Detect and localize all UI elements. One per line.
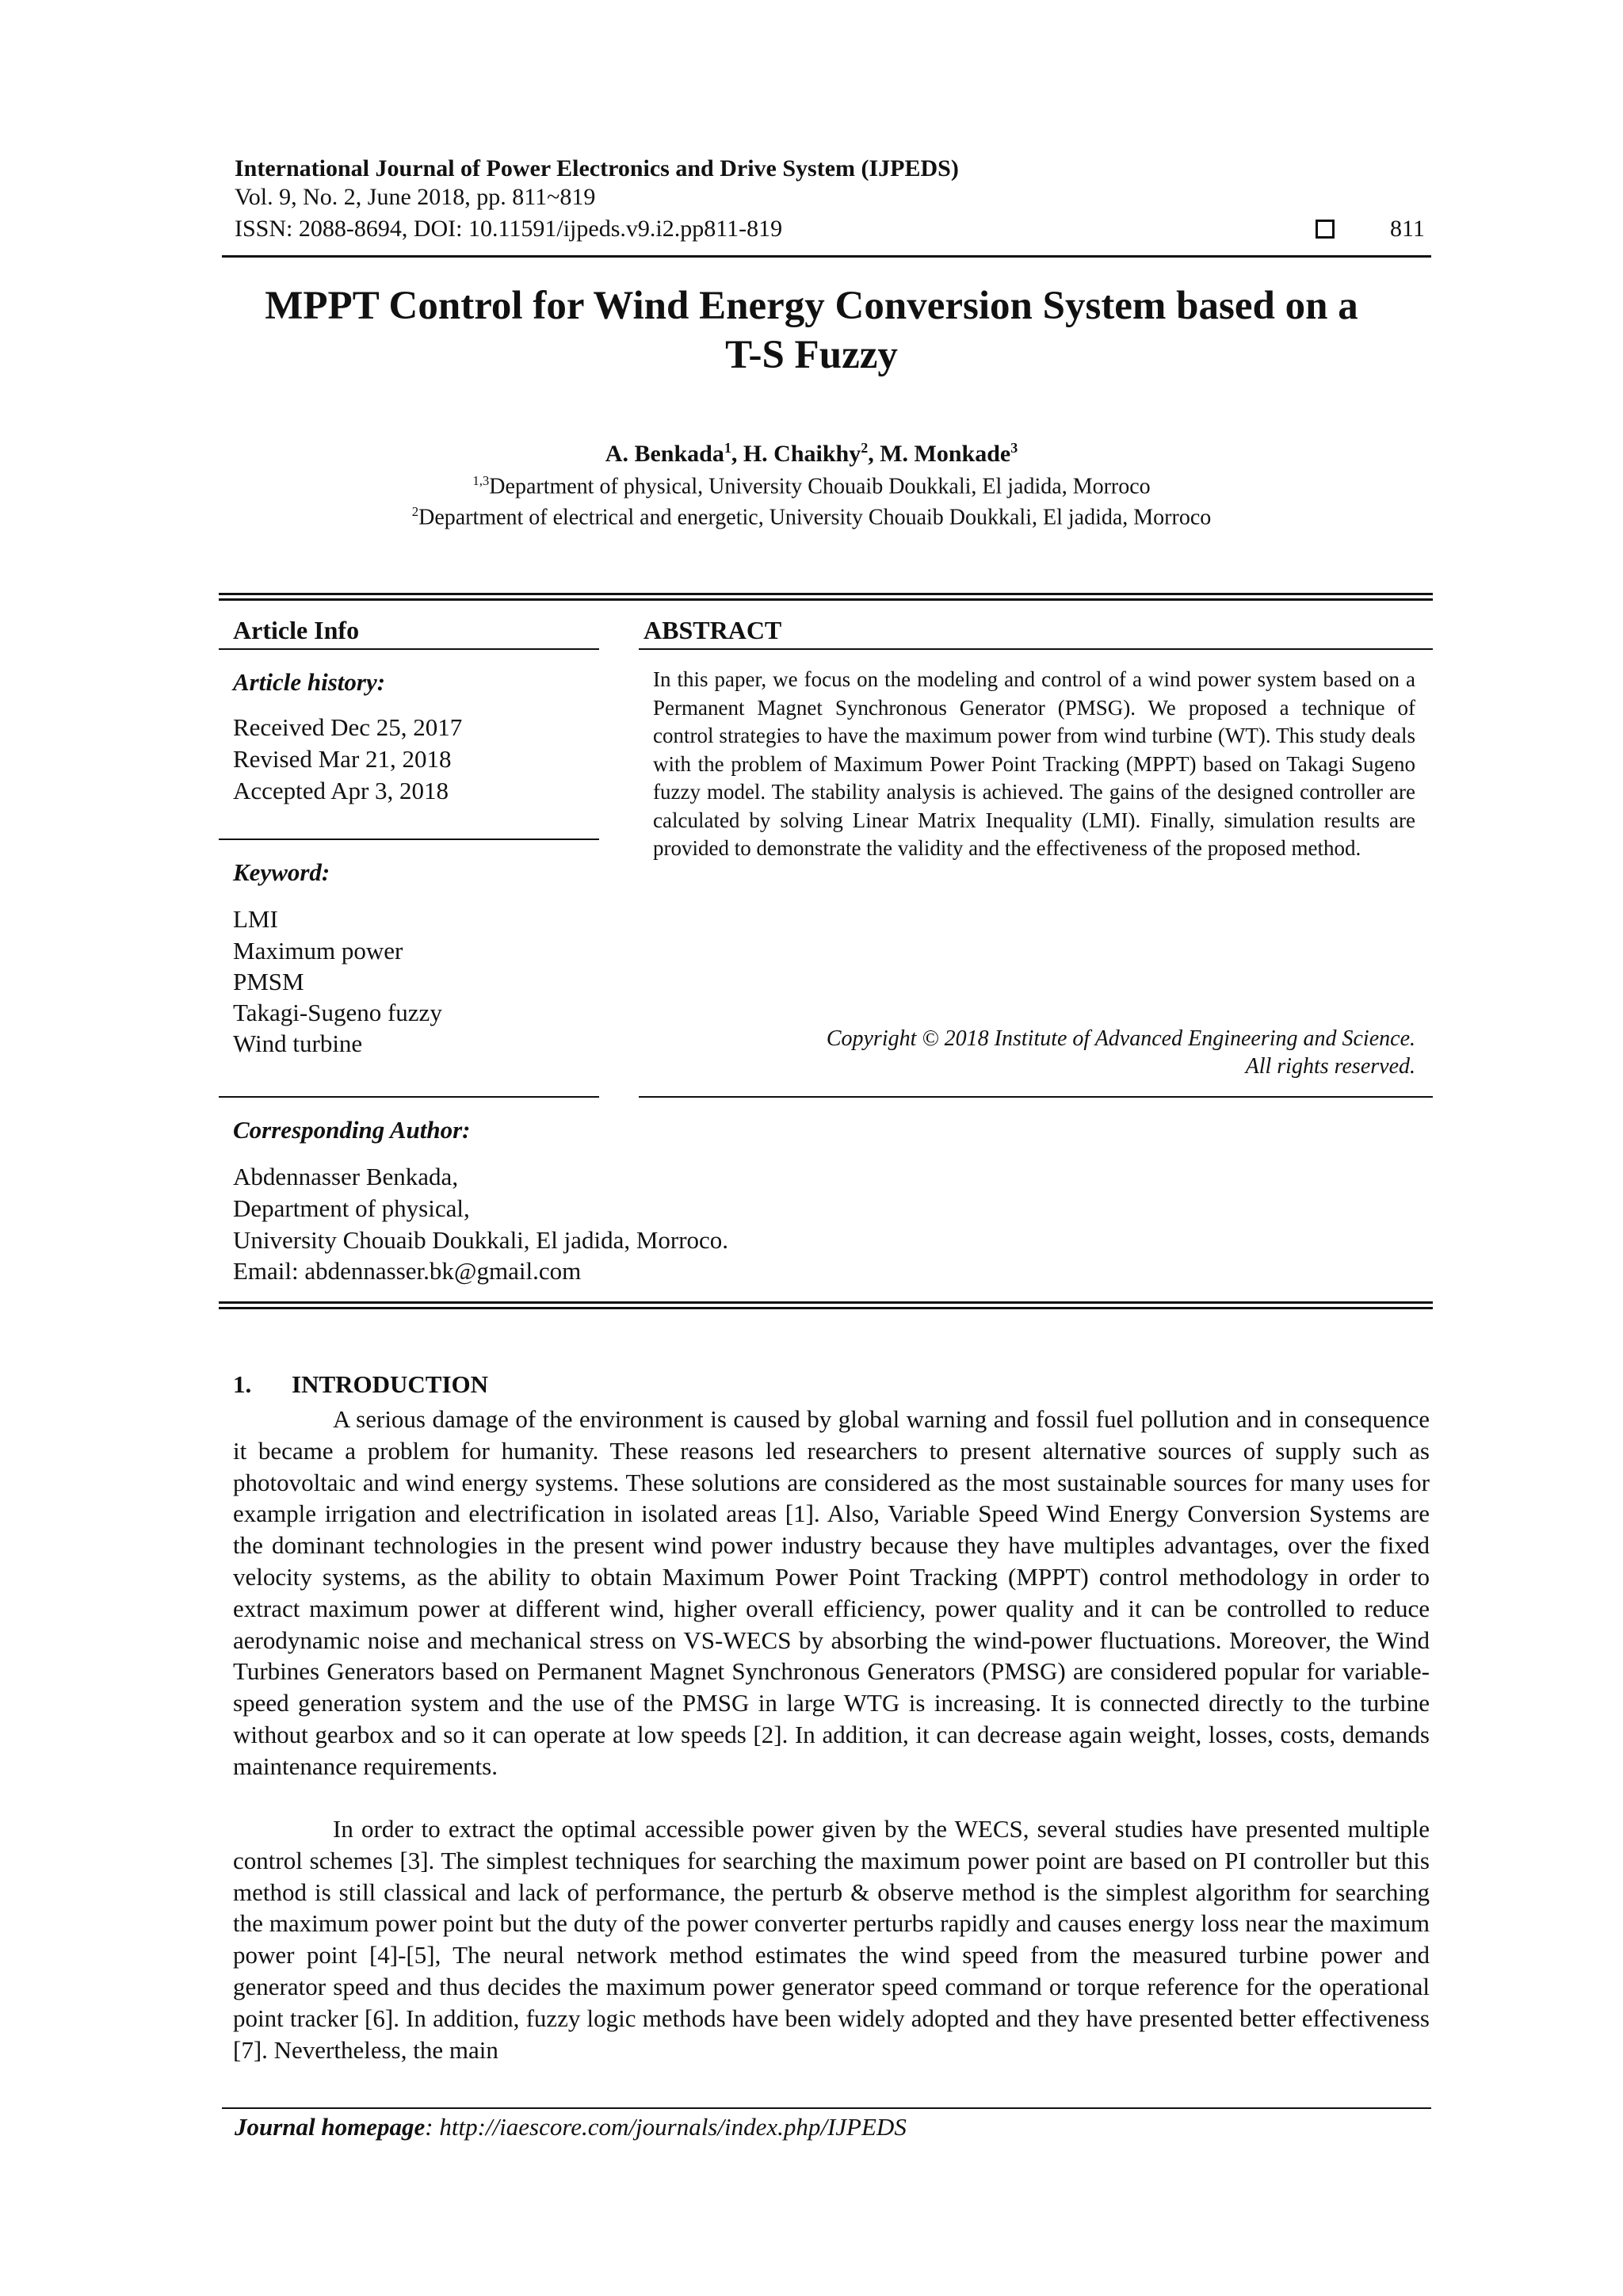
author-name: A. Benkada [605, 441, 724, 467]
author-sup: 2 [861, 440, 869, 456]
affiliation-text: Department of electrical and energetic, University Chouaib Doukkali, El jadida, Morroco [418, 505, 1212, 530]
column-rule [219, 1096, 599, 1098]
title-line-2: T-S Fuzzy [725, 333, 898, 377]
section-number: 1. [233, 1370, 252, 1398]
corresponding-line: University Chouaib Doukkali, El jadida, Morroco. [233, 1226, 729, 1254]
author-list: A. Benkada$^1$, H. Chaikhy$^2$, M. Monkade$^3$ [605, 440, 1018, 467]
article-info-heading: Article Info [233, 616, 360, 644]
page-number: 811 [1390, 216, 1425, 242]
column-rule [639, 648, 1433, 650]
keyword-item: Wind turbine [233, 1030, 363, 1057]
box-top-rule [219, 593, 1433, 595]
abstract-heading: ABSTRACT [643, 616, 782, 644]
keyword-heading: Keyword: [233, 858, 330, 886]
author-sup: 1 [724, 440, 731, 456]
journal-name: International Journal of Power Electronics and Drive System (IJPEDS) [235, 155, 959, 181]
body-paragraph: In order to extract the optimal accessible power given by the WECS, several studies have presented multiple control schemes [3]. The simplest techniques for searching the maximum power point are based on PI controller but this method is still classical and lack of performance, the perturb & observe method is the simplest algorithm for searching the maximum power point but the duty of the power converter perturbs rapidly and causes energy loss near the maximum power point [4]-[5], The neural network method estimates the wind speed from the measured turbine power and generator speed and thus decides the maximum power generator speed command or torque reference for the operational point tracker [6]. In addition, fuzzy logic methods have been widely adopted and they have presented better effectiveness [7]. Nevertheless, the main [233, 1815, 1430, 2064]
keyword-item: Takagi-Sugeno fuzzy [233, 999, 442, 1026]
volume-line: Vol. 9, No. 2, June 2018, pp. 811~819 [235, 184, 596, 210]
column-rule [219, 839, 599, 840]
keyword-item: PMSM [233, 968, 304, 995]
footer-url[interactable]: http://iaescore.com/journals/index.php/IJPEDS [439, 2113, 907, 2141]
affiliation [0, 504, 1623, 530]
footer-label: Journal homepage [235, 2113, 426, 2141]
keyword-item: Maximum power [233, 937, 403, 965]
copyright-notice [653, 1025, 1415, 1080]
history-item: Revised Mar 21, 2018 [233, 745, 452, 773]
article-history-heading: Article history: [233, 668, 386, 696]
corresponding-author-heading: Corresponding Author: [233, 1116, 471, 1144]
header-rule [222, 255, 1431, 258]
column-rule [639, 1096, 1433, 1098]
keyword-item: LMI [233, 905, 278, 933]
box-bottom-rule [219, 1307, 1433, 1309]
box-top-rule [219, 598, 1433, 601]
corresponding-line: Department of physical, [233, 1194, 470, 1222]
corresponding-line: Abdennasser Benkada, [233, 1163, 459, 1190]
author-sup: 3 [1010, 440, 1018, 456]
affiliation-sup: 1,3 [472, 473, 490, 488]
footer-rule [222, 2107, 1431, 2109]
corresponding-email: Email: abdennasser.bk@gmail.com [233, 1257, 582, 1285]
abstract-text: In this paper, we focus on the modeling and control of a wind power system based on a Permanent Magnet Synchronous Generator (PMSG). We proposed a technique of control strategies to have the maximum power from wind turbine (WT). This study deals with the problem of Maximum Power Point Tracking (MPPT) based on Takagi Sugeno fuzzy model. The stability analysis is achieved. The gains of the designed controller are calculated by solving Linear Matrix Inequality (LMI). Finally, simulation results are provided to demonstrate the validity and the effectiveness of the proposed method. [653, 667, 1415, 860]
journal-homepage: Journal homepage: http://iaescore.com/journals/index.php/IJPEDS [235, 2113, 907, 2141]
section-title: INTRODUCTION [292, 1370, 489, 1398]
box-bottom-rule [219, 1301, 1433, 1304]
affiliation-text: Department of physical, University Chouaib Doukkali, El jadida, Morroco [489, 474, 1151, 499]
box-square-icon [1316, 220, 1335, 239]
history-item: Accepted Apr 3, 2018 [233, 777, 449, 804]
history-item: Received Dec 25, 2017 [233, 713, 463, 741]
affiliation-sup: 2 [411, 504, 419, 519]
body-paragraph: A serious damage of the environment is caused by global warning and fossil fuel pollution and in consequence it became a problem for humanity. These reasons led researchers to present alternative sources of supply such as photovoltaic and wind energy systems. These solutions are considered as the most sustainable sources for many uses for example irrigation and electrification in isolated areas [1]. Also, Variable Speed Wind Energy Conversion Systems are the dominant technologies in the present wind power industry because they have multiples advantages, over the fixed velocity systems, as the ability to obtain Maximum Power Point Tracking (MPPT) control methodology in order to extract maximum power at different wind, higher overall efficiency, power quality and it can be controlled to reduce aerodynamic noise and mechanical stress on VS-WECS by absorbing the wind-power fluctuations. Moreover, the Wind Turbines Generators based on Permanent Magnet Synchronous Generators (PMSG) are considered popular for variable-speed generation system and the use of the PMSG in large WTG is increasing. It is connected directly to the turbine without gearbox and so it can operate at low speeds [2]. In addition, it can decrease again weight, losses, costs, demands maintenance requirements. [233, 1405, 1430, 1780]
paper-title [158, 281, 1465, 380]
author-name: H. Chaikhy [743, 441, 861, 467]
issn-line: ISSN: 2088-8694, DOI: 10.11591/ijpeds.v9.i2.pp811-819 [235, 216, 783, 242]
column-rule [219, 648, 599, 650]
title-line-1: MPPT Control for Wind Energy Conversion System based on a [265, 284, 1358, 328]
copyright-line-2: All rights reserved. [1245, 1054, 1415, 1079]
affiliation [0, 473, 1623, 499]
author-name: M. Monkade [880, 441, 1011, 467]
section-heading [233, 1370, 488, 1399]
copyright-line-1: Copyright © 2018 Institute of Advanced Engineering and Science. [826, 1026, 1415, 1051]
